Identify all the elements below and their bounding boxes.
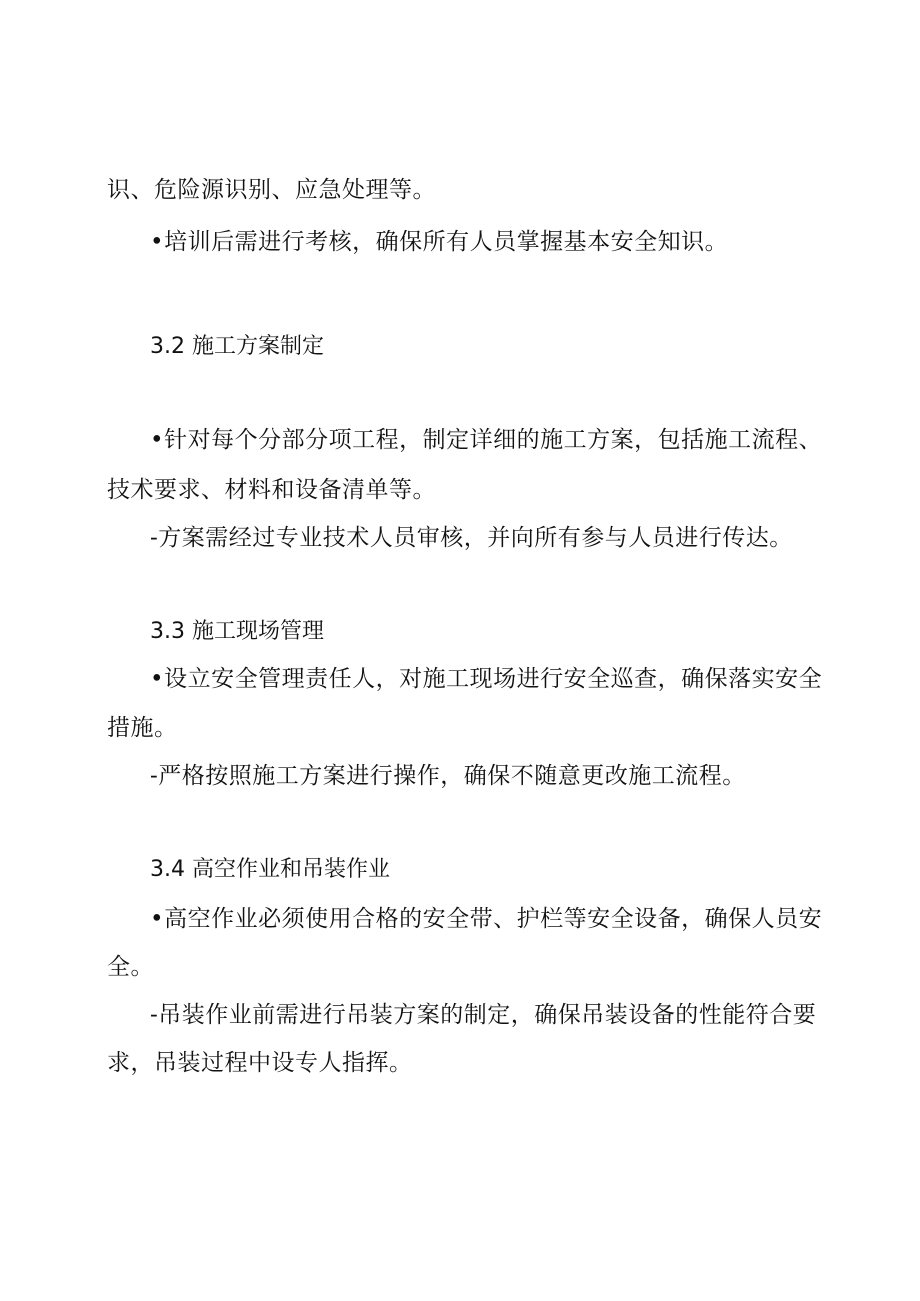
paragraph-line: 全。: [107, 954, 154, 980]
paragraph-line: 求，吊装过程中设专人指挥。: [107, 1050, 413, 1076]
section-heading-3-4: 3.4 高空作业和吊装作业: [150, 857, 390, 882]
bullet-line: •设立安全管理责任人，对施工现场进行安全巡查，确保落实安全: [150, 666, 823, 692]
paragraph-line: 技术要求、材料和设备清单等。: [107, 477, 436, 503]
paragraph-line: 识、危险源识别、应急处理等。: [107, 177, 436, 203]
section-heading-3-2: 3.2 施工方案制定: [150, 334, 324, 359]
dash-line: -严格按照施工方案进行操作，确保不随意更改施工流程。: [150, 763, 746, 789]
dash-line: -方案需经过专业技术人员审核，并向所有参与人员进行传达。: [150, 525, 793, 551]
paragraph-line: 措施。: [107, 715, 178, 741]
bullet-line: •针对每个分部分项工程，制定详细的施工方案，包括施工流程、: [150, 427, 823, 453]
section-heading-3-3: 3.3 施工现场管理: [150, 619, 324, 644]
dash-line: -吊装作业前需进行吊装方案的制定，确保吊装设备的性能符合要: [150, 1002, 817, 1028]
bullet-line: •培训后需进行考核，确保所有人员掌握基本安全知识。: [150, 229, 729, 255]
bullet-line: •高空作业必须使用合格的安全带、护栏等安全设备，确保人员安: [150, 906, 823, 932]
